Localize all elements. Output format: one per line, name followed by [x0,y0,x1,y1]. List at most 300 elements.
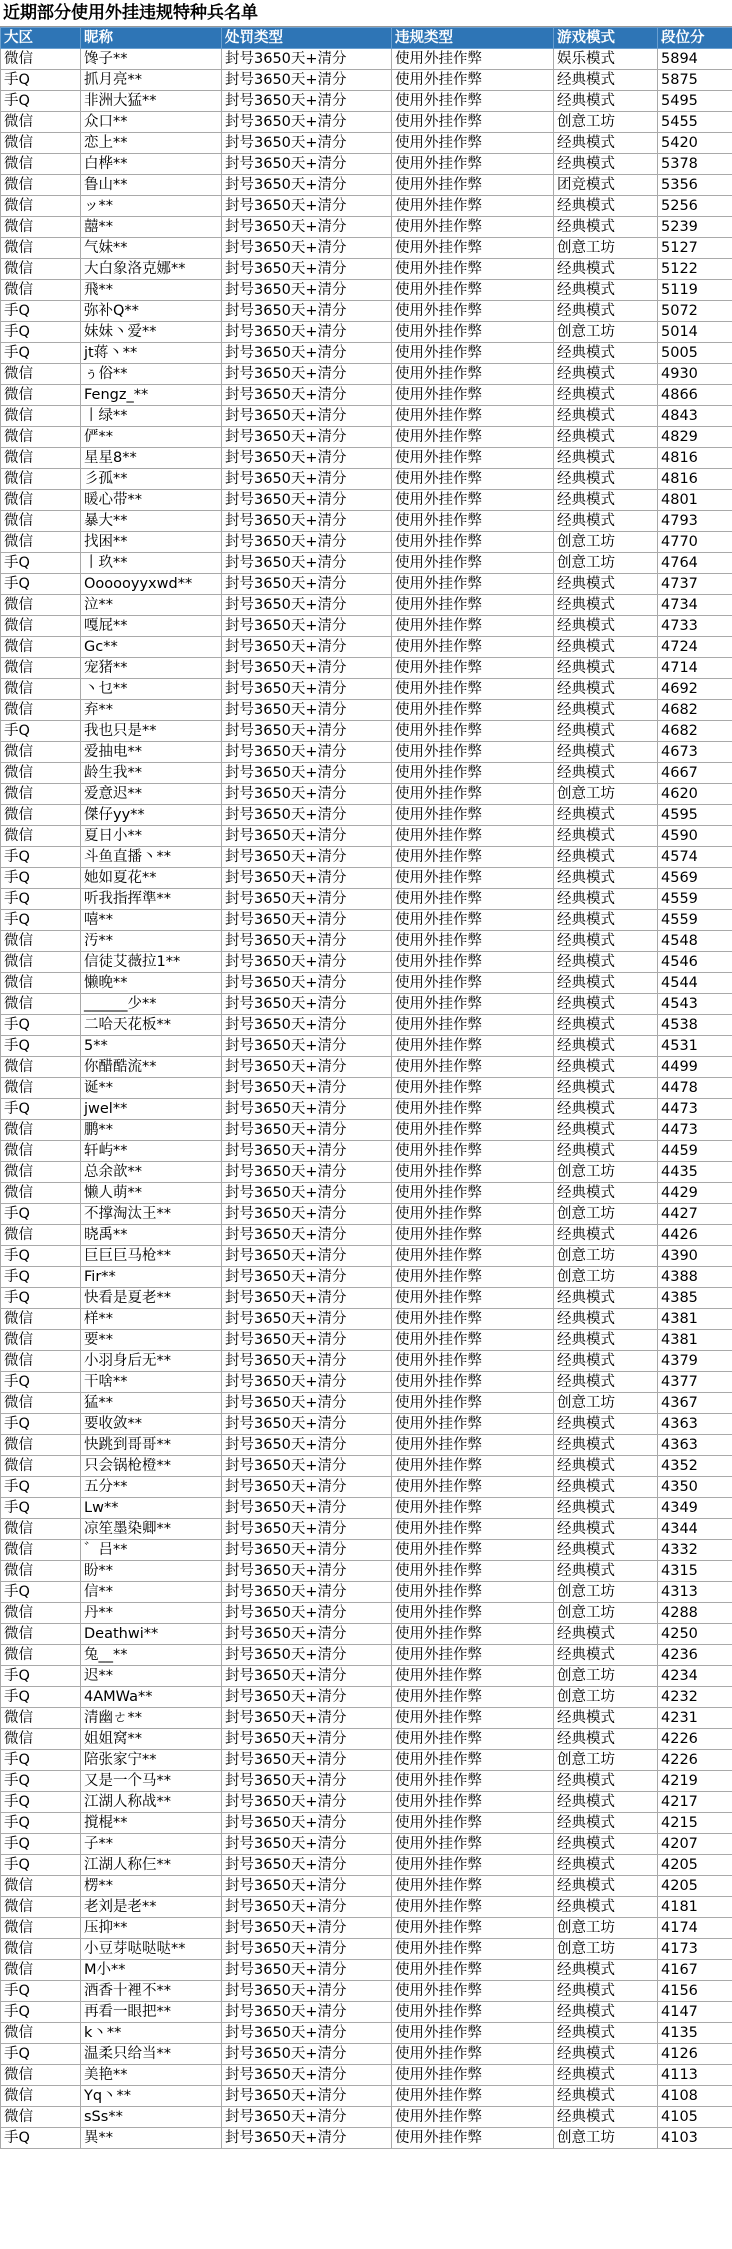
cell-nickname: jwel** [81,1099,222,1120]
cell-violation: 使用外挂作弊 [392,1309,554,1330]
cell-violation: 使用外挂作弊 [392,2023,554,2044]
table-row [1,1078,732,1099]
cell-region: 微信 [1,175,81,196]
cell-region: 微信 [1,154,81,175]
table-row [1,700,732,721]
cell-nickname: 清幽ㄜ** [81,1708,222,1729]
table-row [1,1876,732,1897]
cell-violation: 使用外挂作弊 [392,889,554,910]
table-row [1,1414,732,1435]
cell-nickname: 温柔只给当** [81,2044,222,2065]
cell-game-mode: 经典模式 [554,826,658,847]
header-penalty: 处罚类型 [222,28,392,49]
cell-region: 微信 [1,763,81,784]
table-row [1,448,732,469]
cell-violation: 使用外挂作弊 [392,154,554,175]
cell-violation: 使用外挂作弊 [392,1183,554,1204]
cell-rank-score: 4232 [658,1687,732,1708]
cell-nickname: 盼** [81,1561,222,1582]
cell-violation: 使用外挂作弊 [392,2107,554,2128]
cell-rank-score: 4843 [658,406,732,427]
table-row [1,1897,732,1918]
cell-rank-score: 4388 [658,1267,732,1288]
cell-penalty: 封号3650天+清分 [222,784,392,805]
cell-game-mode: 经典模式 [554,1015,658,1036]
cell-rank-score: 5894 [658,49,732,70]
cell-nickname: 懒人萌** [81,1183,222,1204]
cell-game-mode: 经典模式 [554,1498,658,1519]
cell-game-mode: 经典模式 [554,1960,658,1981]
cell-region: 微信 [1,406,81,427]
cell-violation: 使用外挂作弊 [392,91,554,112]
cell-violation: 使用外挂作弊 [392,2086,554,2107]
cell-violation: 使用外挂作弊 [392,1204,554,1225]
cell-violation: 使用外挂作弊 [392,238,554,259]
cell-rank-score: 5014 [658,322,732,343]
cell-penalty: 封号3650天+清分 [222,1855,392,1876]
cell-nickname: Deathwi** [81,1624,222,1645]
cell-nickname: 傑仔yy** [81,805,222,826]
cell-nickname: 只会锅枪橙** [81,1456,222,1477]
cell-nickname: 恋上** [81,133,222,154]
table-row [1,1960,732,1981]
cell-rank-score: 4531 [658,1036,732,1057]
cell-game-mode: 经典模式 [554,1477,658,1498]
cell-nickname: 轩屿** [81,1141,222,1162]
cell-violation: 使用外挂作弊 [392,1351,554,1372]
cell-penalty: 封号3650天+清分 [222,973,392,994]
cell-penalty: 封号3650天+清分 [222,427,392,448]
cell-region: 手Q [1,1204,81,1225]
cell-nickname: 美艳** [81,2065,222,2086]
cell-region: 手Q [1,1372,81,1393]
table-row [1,175,732,196]
cell-penalty: 封号3650天+清分 [222,1267,392,1288]
cell-rank-score: 4226 [658,1729,732,1750]
cell-game-mode: 经典模式 [554,679,658,700]
cell-region: 微信 [1,1960,81,1981]
cell-violation: 使用外挂作弊 [392,1141,554,1162]
table-row [1,616,732,637]
table-row [1,49,732,70]
cell-violation: 使用外挂作弊 [392,427,554,448]
table-row [1,553,732,574]
table-row [1,784,732,805]
cell-violation: 使用外挂作弊 [392,742,554,763]
cell-nickname: 楞** [81,1876,222,1897]
cell-nickname: 鲁山** [81,175,222,196]
cell-violation: 使用外挂作弊 [392,1645,554,1666]
cell-nickname: 总余歆** [81,1162,222,1183]
cell-region: 手Q [1,343,81,364]
cell-game-mode: 经典模式 [554,931,658,952]
cell-penalty: 封号3650天+清分 [222,658,392,679]
cell-nickname: 撹棍** [81,1813,222,1834]
cell-rank-score: 4620 [658,784,732,805]
cell-rank-score: 4733 [658,616,732,637]
cell-region: 手Q [1,1855,81,1876]
cell-rank-score: 4350 [658,1477,732,1498]
cell-rank-score: 4816 [658,469,732,490]
table-row [1,658,732,679]
cell-violation: 使用外挂作弊 [392,1960,554,1981]
cell-violation: 使用外挂作弊 [392,1519,554,1540]
table-row [1,364,732,385]
cell-nickname: Fengz_** [81,385,222,406]
cell-rank-score: 4108 [658,2086,732,2107]
cell-region: 微信 [1,658,81,679]
cell-game-mode: 经典模式 [554,1981,658,2002]
cell-game-mode: 创意工坊 [554,1246,658,1267]
table-row [1,1582,732,1603]
cell-game-mode: 经典模式 [554,364,658,385]
cell-nickname: 她如夏花** [81,868,222,889]
cell-rank-score: 4315 [658,1561,732,1582]
cell-region: 微信 [1,259,81,280]
cell-rank-score: 4207 [658,1834,732,1855]
cell-penalty: 封号3650天+清分 [222,1372,392,1393]
cell-penalty: 封号3650天+清分 [222,1288,392,1309]
cell-region: 手Q [1,70,81,91]
cell-nickname: ぅ俗** [81,364,222,385]
cell-nickname: Yq丶** [81,2086,222,2107]
cell-rank-score: 4385 [658,1288,732,1309]
cell-nickname: sSs** [81,2107,222,2128]
cell-nickname: 抓月亮** [81,70,222,91]
cell-game-mode: 创意工坊 [554,1918,658,1939]
cell-region: 微信 [1,805,81,826]
cell-region: 微信 [1,1540,81,1561]
cell-nickname: 飛** [81,280,222,301]
cell-game-mode: 经典模式 [554,742,658,763]
cell-game-mode: 创意工坊 [554,1750,658,1771]
cell-rank-score: 4167 [658,1960,732,1981]
cell-nickname: 晓禹** [81,1225,222,1246]
cell-violation: 使用外挂作弊 [392,1435,554,1456]
cell-rank-score: 4205 [658,1855,732,1876]
cell-region: 手Q [1,1015,81,1036]
cell-game-mode: 经典模式 [554,1099,658,1120]
cell-region: 微信 [1,238,81,259]
cell-region: 微信 [1,1057,81,1078]
cell-penalty: 封号3650天+清分 [222,1393,392,1414]
cell-violation: 使用外挂作弊 [392,1036,554,1057]
cell-violation: 使用外挂作弊 [392,1288,554,1309]
table-row [1,2128,732,2149]
cell-nickname: 弃** [81,700,222,721]
cell-rank-score: 4174 [658,1918,732,1939]
cell-region: 微信 [1,826,81,847]
cell-nickname: 丨玖** [81,553,222,574]
cell-violation: 使用外挂作弊 [392,595,554,616]
table-row [1,637,732,658]
cell-nickname: 二哈天花板** [81,1015,222,1036]
cell-nickname: Oooooyyxwd** [81,574,222,595]
cell-violation: 使用外挂作弊 [392,847,554,868]
header-nickname: 昵称 [81,28,222,49]
cell-nickname: 4AMWa** [81,1687,222,1708]
cell-rank-score: 4288 [658,1603,732,1624]
cell-penalty: 封号3650天+清分 [222,1582,392,1603]
cell-game-mode: 经典模式 [554,1792,658,1813]
table-row [1,217,732,238]
cell-penalty: 封号3650天+清分 [222,112,392,133]
cell-nickname: 夏日小** [81,826,222,847]
cell-nickname: 小羽身后无** [81,1351,222,1372]
cell-nickname: 丹** [81,1603,222,1624]
cell-violation: 使用外挂作弊 [392,490,554,511]
cell-penalty: 封号3650天+清分 [222,511,392,532]
cell-rank-score: 4349 [658,1498,732,1519]
cell-penalty: 封号3650天+清分 [222,1876,392,1897]
cell-violation: 使用外挂作弊 [392,112,554,133]
cell-rank-score: 4559 [658,910,732,931]
cell-violation: 使用外挂作弊 [392,1855,554,1876]
cell-game-mode: 创意工坊 [554,532,658,553]
cell-region: 微信 [1,1876,81,1897]
cell-penalty: 封号3650天+清分 [222,196,392,217]
cell-violation: 使用外挂作弊 [392,553,554,574]
cell-game-mode: 经典模式 [554,805,658,826]
cell-penalty: 封号3650天+清分 [222,154,392,175]
table-row [1,112,732,133]
cell-violation: 使用外挂作弊 [392,322,554,343]
cell-violation: 使用外挂作弊 [392,2065,554,2086]
cell-rank-score: 4377 [658,1372,732,1393]
table-row [1,1813,732,1834]
cell-nickname: 样** [81,1309,222,1330]
cell-rank-score: 4352 [658,1456,732,1477]
cell-game-mode: 经典模式 [554,1897,658,1918]
cell-penalty: 封号3650天+清分 [222,175,392,196]
cell-game-mode: 经典模式 [554,2107,658,2128]
cell-penalty: 封号3650天+清分 [222,1057,392,1078]
cell-game-mode: 创意工坊 [554,1204,658,1225]
cell-rank-score: 4692 [658,679,732,700]
cell-penalty: 封号3650天+清分 [222,1834,392,1855]
cell-game-mode: 经典模式 [554,133,658,154]
cell-penalty: 封号3650天+清分 [222,2107,392,2128]
cell-game-mode: 娱乐模式 [554,49,658,70]
cell-nickname: 五分** [81,1477,222,1498]
table-row [1,133,732,154]
cell-violation: 使用外挂作弊 [392,49,554,70]
cell-region: 微信 [1,1603,81,1624]
table-row [1,1120,732,1141]
cell-violation: 使用外挂作弊 [392,1246,554,1267]
cell-penalty: 封号3650天+清分 [222,280,392,301]
cell-game-mode: 经典模式 [554,721,658,742]
table-row [1,1771,732,1792]
table-row [1,1435,732,1456]
cell-nickname: 迟** [81,1666,222,1687]
cell-penalty: 封号3650天+清分 [222,1309,392,1330]
cell-game-mode: 创意工坊 [554,2128,658,2149]
cell-game-mode: 经典模式 [554,385,658,406]
cell-nickname: 馋子** [81,49,222,70]
cell-rank-score: 4363 [658,1435,732,1456]
cell-nickname: 星星8** [81,448,222,469]
cell-region: 手Q [1,721,81,742]
table-row [1,343,732,364]
cell-penalty: 封号3650天+清分 [222,553,392,574]
cell-rank-score: 4793 [658,511,732,532]
cell-game-mode: 经典模式 [554,637,658,658]
cell-rank-score: 4234 [658,1666,732,1687]
cell-rank-score: 4673 [658,742,732,763]
cell-game-mode: 经典模式 [554,154,658,175]
cell-region: 微信 [1,1729,81,1750]
cell-nickname: 嘎屁** [81,616,222,637]
cell-penalty: 封号3650天+清分 [222,721,392,742]
cell-penalty: 封号3650天+清分 [222,1498,392,1519]
cell-penalty: 封号3650天+清分 [222,364,392,385]
cell-violation: 使用外挂作弊 [392,1099,554,1120]
cell-nickname: 找困** [81,532,222,553]
cell-nickname: 囍** [81,217,222,238]
cell-game-mode: 经典模式 [554,70,658,91]
cell-penalty: 封号3650天+清分 [222,1603,392,1624]
cell-violation: 使用外挂作弊 [392,700,554,721]
cell-penalty: 封号3650天+清分 [222,1141,392,1162]
cell-violation: 使用外挂作弊 [392,385,554,406]
cell-rank-score: 4236 [658,1645,732,1666]
cell-rank-score: 4426 [658,1225,732,1246]
cell-nickname: 凉笙墨染卿** [81,1519,222,1540]
cell-penalty: 封号3650天+清分 [222,889,392,910]
cell-region: 手Q [1,1246,81,1267]
cell-region: 微信 [1,469,81,490]
cell-game-mode: 经典模式 [554,2023,658,2044]
cell-violation: 使用外挂作弊 [392,805,554,826]
header-game-mode: 游戏模式 [554,28,658,49]
cell-violation: 使用外挂作弊 [392,1414,554,1435]
cell-rank-score: 4147 [658,2002,732,2023]
cell-rank-score: 4181 [658,1897,732,1918]
cell-violation: 使用外挂作弊 [392,217,554,238]
cell-nickname: jt蒋丶** [81,343,222,364]
cell-penalty: 封号3650天+清分 [222,595,392,616]
cell-rank-score: 4473 [658,1099,732,1120]
cell-violation: 使用外挂作弊 [392,574,554,595]
cell-region: 微信 [1,1162,81,1183]
cell-game-mode: 经典模式 [554,700,658,721]
table-row [1,1288,732,1309]
cell-region: 微信 [1,1897,81,1918]
table-row [1,2065,732,2086]
cell-nickname: 妹妹丶爱** [81,322,222,343]
cell-game-mode: 创意工坊 [554,1939,658,1960]
cell-penalty: 封号3650天+清分 [222,679,392,700]
cell-rank-score: 4473 [658,1120,732,1141]
cell-game-mode: 经典模式 [554,427,658,448]
cell-region: 微信 [1,1351,81,1372]
violation-table [0,27,732,2149]
table-row [1,154,732,175]
cell-rank-score: 4390 [658,1246,732,1267]
cell-violation: 使用外挂作弊 [392,931,554,952]
table-row [1,1099,732,1120]
cell-penalty: 封号3650天+清分 [222,1078,392,1099]
table-row [1,259,732,280]
cell-rank-score: 4499 [658,1057,732,1078]
cell-game-mode: 经典模式 [554,1855,658,1876]
cell-penalty: 封号3650天+清分 [222,2128,392,2149]
cell-region: 微信 [1,427,81,448]
cell-region: 微信 [1,616,81,637]
table-header [1,28,732,49]
table-row [1,1708,732,1729]
cell-violation: 使用外挂作弊 [392,301,554,322]
cell-violation: 使用外挂作弊 [392,1540,554,1561]
cell-region: 手Q [1,2002,81,2023]
table-row [1,532,732,553]
cell-region: 微信 [1,637,81,658]
cell-penalty: 封号3650天+清分 [222,1246,392,1267]
cell-violation: 使用外挂作弊 [392,1477,554,1498]
cell-rank-score: 4205 [658,1876,732,1897]
cell-penalty: 封号3650天+清分 [222,406,392,427]
cell-rank-score: 4682 [658,700,732,721]
cell-region: 手Q [1,2044,81,2065]
cell-penalty: 封号3650天+清分 [222,910,392,931]
cell-violation: 使用外挂作弊 [392,469,554,490]
cell-game-mode: 经典模式 [554,2044,658,2065]
cell-violation: 使用外挂作弊 [392,1708,554,1729]
cell-violation: 使用外挂作弊 [392,616,554,637]
cell-penalty: 封号3650天+清分 [222,1960,392,1981]
table-row [1,1330,732,1351]
cell-game-mode: 经典模式 [554,1225,658,1246]
cell-region: 微信 [1,1225,81,1246]
cell-rank-score: 4559 [658,889,732,910]
cell-nickname: 暖心带** [81,490,222,511]
cell-region: 手Q [1,1099,81,1120]
cell-penalty: 封号3650天+清分 [222,1729,392,1750]
cell-game-mode: 创意工坊 [554,1162,658,1183]
cell-nickname: 不撑淘汰王** [81,1204,222,1225]
cell-region: 手Q [1,2128,81,2149]
cell-violation: 使用外挂作弊 [392,1666,554,1687]
cell-game-mode: 创意工坊 [554,553,658,574]
cell-game-mode: 经典模式 [554,1519,658,1540]
cell-violation: 使用外挂作弊 [392,1918,554,1939]
cell-game-mode: 创意工坊 [554,1603,658,1624]
table-row [1,952,732,973]
cell-game-mode: 经典模式 [554,1771,658,1792]
cell-rank-score: 4126 [658,2044,732,2065]
cell-violation: 使用外挂作弊 [392,2044,554,2065]
cell-nickname: 要收敛** [81,1414,222,1435]
cell-rank-score: 4427 [658,1204,732,1225]
cell-penalty: 封号3650天+清分 [222,490,392,511]
cell-region: 微信 [1,973,81,994]
cell-game-mode: 经典模式 [554,910,658,931]
cell-violation: 使用外挂作弊 [392,343,554,364]
cell-rank-score: 4367 [658,1393,732,1414]
cell-region: 微信 [1,364,81,385]
cell-game-mode: 经典模式 [554,595,658,616]
cell-nickname: 異** [81,2128,222,2149]
cell-violation: 使用外挂作弊 [392,2128,554,2149]
cell-rank-score: 5005 [658,343,732,364]
cell-violation: 使用外挂作弊 [392,280,554,301]
cell-game-mode: 经典模式 [554,1288,658,1309]
cell-game-mode: 经典模式 [554,1540,658,1561]
cell-region: 手Q [1,1792,81,1813]
table-row [1,196,732,217]
cell-violation: 使用外挂作弊 [392,1792,554,1813]
